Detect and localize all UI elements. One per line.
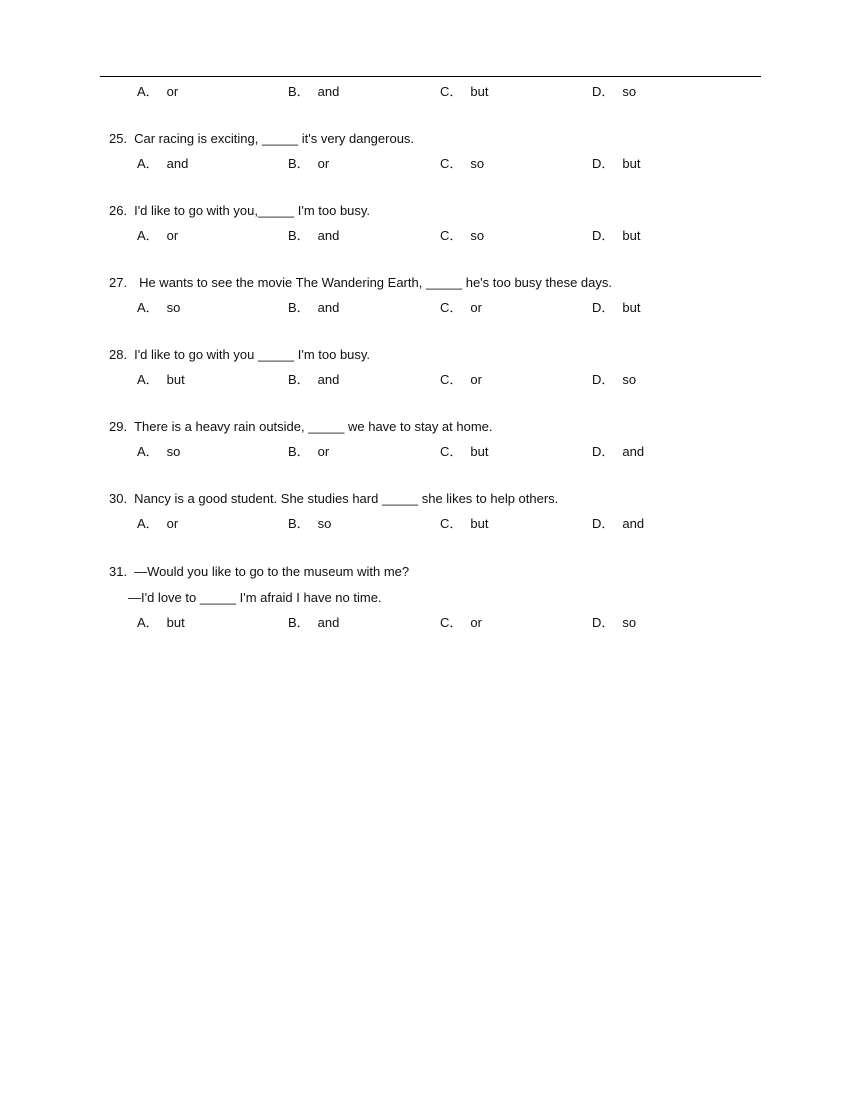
option-letter: B． xyxy=(288,444,310,459)
option-c[interactable] xyxy=(440,515,488,533)
option-letter: A． xyxy=(137,84,159,99)
option-letter: C． xyxy=(440,156,463,171)
question-stem: —Would you like to go to the museum with me? xyxy=(134,564,410,579)
option-text: so xyxy=(622,84,637,99)
option-text: so xyxy=(166,300,181,315)
question-stem: He wants to see the movie The Wandering Earth, _____ he's too busy these days. xyxy=(139,275,613,290)
options-row-27 xyxy=(137,299,757,317)
option-text: so xyxy=(166,444,181,459)
option-letter: D． xyxy=(592,300,615,315)
option-letter: A． xyxy=(137,228,159,243)
options-row-prev xyxy=(137,83,757,101)
option-letter: B． xyxy=(288,228,310,243)
question-25 xyxy=(109,130,809,148)
option-d[interactable] xyxy=(592,515,644,533)
options-row-31 xyxy=(137,614,757,632)
option-letter: C． xyxy=(440,372,463,387)
option-letter: D． xyxy=(592,444,615,459)
question-stem: Nancy is a good student. She studies hard _____ she likes to help others. xyxy=(134,491,559,506)
option-a[interactable] xyxy=(137,227,178,245)
question-number: 31. xyxy=(109,564,128,579)
option-text: and xyxy=(317,615,340,630)
option-d[interactable] xyxy=(592,371,636,389)
question-28 xyxy=(109,346,809,364)
option-c[interactable] xyxy=(440,614,482,632)
option-letter: D． xyxy=(592,156,615,171)
option-letter: D． xyxy=(592,372,615,387)
option-letter: B． xyxy=(288,372,310,387)
option-letter: C． xyxy=(440,300,463,315)
option-letter: C． xyxy=(440,615,463,630)
options-row-29 xyxy=(137,443,757,461)
option-text: or xyxy=(317,444,330,459)
option-text: but xyxy=(470,516,489,531)
option-letter: A． xyxy=(137,300,159,315)
option-letter: B． xyxy=(288,156,310,171)
option-d[interactable] xyxy=(592,443,644,461)
option-letter: C． xyxy=(440,516,463,531)
option-text: and xyxy=(622,444,645,459)
option-letter: D． xyxy=(592,516,615,531)
options-row-28 xyxy=(137,371,757,389)
option-text: and xyxy=(317,372,340,387)
option-text: and xyxy=(317,228,340,243)
option-b[interactable] xyxy=(288,515,331,533)
option-text: so xyxy=(622,615,637,630)
question-number: 26. xyxy=(109,203,128,218)
option-letter: D． xyxy=(592,615,615,630)
question-number: 28. xyxy=(109,347,128,362)
question-29 xyxy=(109,418,809,436)
option-c[interactable] xyxy=(440,155,484,173)
option-text: so xyxy=(470,228,485,243)
option-letter: B． xyxy=(288,615,310,630)
option-a[interactable] xyxy=(137,614,185,632)
option-text: but xyxy=(622,156,641,171)
option-text: but xyxy=(166,372,185,387)
option-a[interactable] xyxy=(137,443,180,461)
option-text: and xyxy=(166,156,189,171)
option-c[interactable] xyxy=(440,443,488,461)
option-letter: B． xyxy=(288,84,310,99)
option-letter: B． xyxy=(288,300,310,315)
option-b[interactable] xyxy=(288,443,329,461)
option-a[interactable] xyxy=(137,155,188,173)
question-27 xyxy=(109,274,809,292)
option-letter: D． xyxy=(592,84,615,99)
option-text: or xyxy=(470,615,482,630)
option-letter: A． xyxy=(137,444,159,459)
option-letter: A． xyxy=(137,372,159,387)
option-text: and xyxy=(622,516,645,531)
options-row-26 xyxy=(137,227,757,245)
option-text: or xyxy=(166,228,179,243)
top-divider xyxy=(100,76,761,77)
option-a[interactable] xyxy=(137,515,178,533)
option-text: or xyxy=(166,84,179,99)
option-text: or xyxy=(166,516,179,531)
option-c[interactable] xyxy=(440,227,484,245)
question-26 xyxy=(109,202,809,220)
option-b[interactable] xyxy=(288,83,339,101)
option-text: so xyxy=(317,516,332,531)
option-text: and xyxy=(317,300,340,315)
question-stem: There is a heavy rain outside, _____ we have to stay at home. xyxy=(134,419,493,434)
option-d[interactable] xyxy=(592,155,640,173)
option-text: or xyxy=(317,156,330,171)
option-letter: C． xyxy=(440,228,463,243)
option-letter: A． xyxy=(137,615,159,630)
option-d[interactable] xyxy=(592,83,636,101)
option-a[interactable] xyxy=(137,299,180,317)
question-stem: I'd like to go with you,_____ I'm too busy. xyxy=(134,203,371,218)
option-letter: A． xyxy=(137,156,159,171)
option-text: but xyxy=(622,228,641,243)
options-row-30 xyxy=(137,515,757,533)
option-letter: C． xyxy=(440,84,463,99)
option-b[interactable] xyxy=(288,299,339,317)
option-letter: B． xyxy=(288,516,310,531)
option-d[interactable] xyxy=(592,227,640,245)
option-text: or xyxy=(470,300,482,315)
question-number: 25. xyxy=(109,131,128,146)
option-a[interactable] xyxy=(137,371,185,389)
option-b[interactable] xyxy=(288,227,339,245)
option-b[interactable] xyxy=(288,371,339,389)
option-c[interactable] xyxy=(440,371,482,389)
options-row-25 xyxy=(137,155,757,173)
question-stem: Car racing is exciting, _____ it's very dangerous. xyxy=(134,131,415,146)
question-number: 29. xyxy=(109,419,128,434)
question-number: 27. xyxy=(109,275,128,290)
option-letter: C． xyxy=(440,444,463,459)
option-d[interactable] xyxy=(592,299,640,317)
option-text: but xyxy=(622,300,641,315)
option-a[interactable] xyxy=(137,83,178,101)
question-30 xyxy=(109,490,809,508)
option-d[interactable] xyxy=(592,614,636,632)
question-31-reply: —I'd love to _____ I'm afraid I have no time. xyxy=(128,590,382,605)
option-text: but xyxy=(470,444,489,459)
option-text: or xyxy=(470,372,482,387)
question-number: 30. xyxy=(109,491,128,506)
option-text: so xyxy=(470,156,485,171)
option-letter: D． xyxy=(592,228,615,243)
option-text: but xyxy=(166,615,185,630)
question-stem: I'd like to go with you _____ I'm too busy. xyxy=(134,347,371,362)
option-b[interactable] xyxy=(288,155,329,173)
option-c[interactable] xyxy=(440,83,488,101)
option-text: so xyxy=(622,372,637,387)
option-text: but xyxy=(470,84,489,99)
option-b[interactable] xyxy=(288,614,339,632)
question-31 xyxy=(109,563,809,581)
option-c[interactable] xyxy=(440,299,482,317)
option-text: and xyxy=(317,84,340,99)
option-letter: A． xyxy=(137,516,159,531)
